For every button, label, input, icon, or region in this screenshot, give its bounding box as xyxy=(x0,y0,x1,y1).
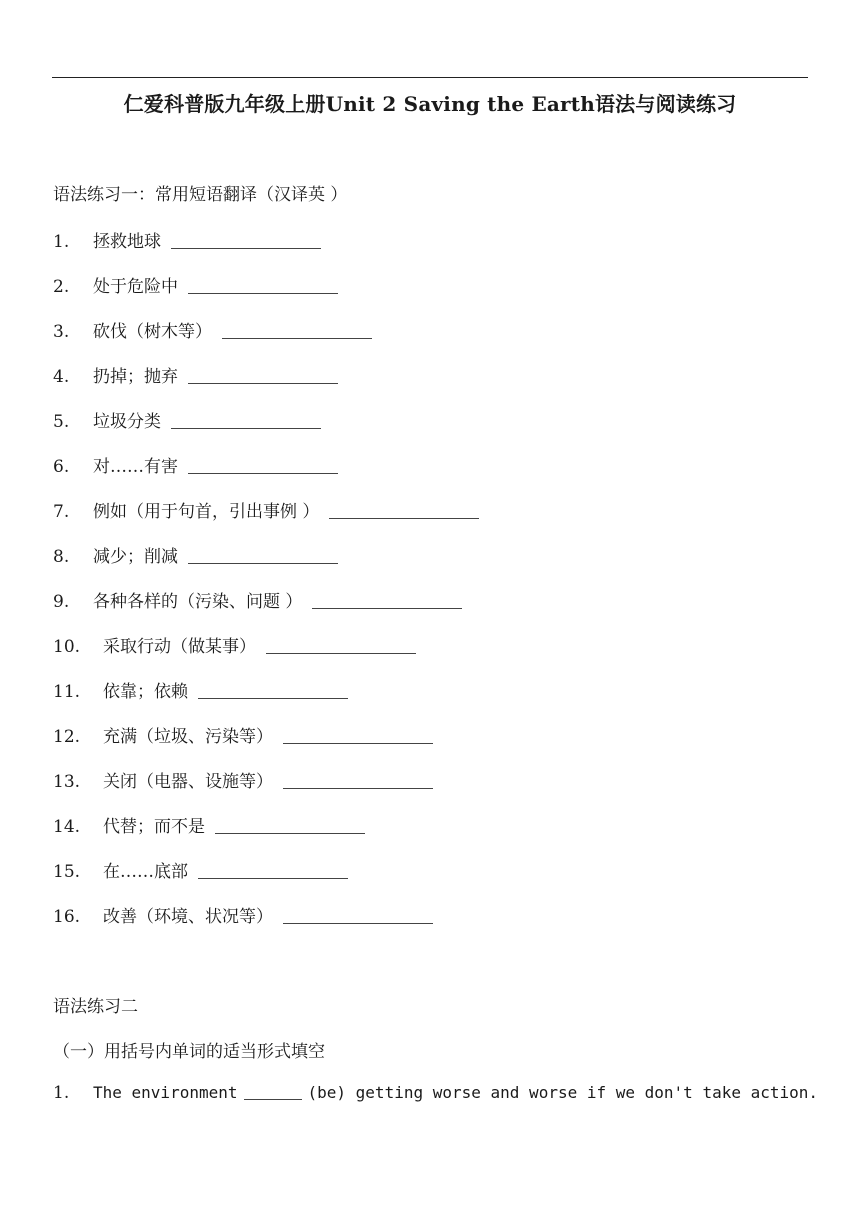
answer-blank[interactable] xyxy=(329,517,479,519)
list-item xyxy=(53,407,321,432)
item-number: 3. xyxy=(53,322,70,342)
answer-blank[interactable] xyxy=(222,337,372,339)
item-text: 拯救地球 xyxy=(93,232,161,252)
answer-blank[interactable] xyxy=(188,292,338,294)
item-text: 垃圾分类 xyxy=(93,412,161,432)
answer-blank[interactable] xyxy=(283,922,433,924)
item-number: 10. xyxy=(53,637,81,657)
list-item xyxy=(53,497,479,522)
item-text: 各种各样的（污染、问题 ） xyxy=(93,592,303,612)
document-title: 仁爱科普版九年级上册Unit 2 Saving the Earth语法与阅读练习 xyxy=(123,92,737,116)
top-rule xyxy=(52,77,808,78)
answer-blank[interactable] xyxy=(198,697,348,699)
list-item xyxy=(53,722,433,747)
answer-blank[interactable] xyxy=(312,607,462,609)
list-item xyxy=(53,632,416,657)
item-number: 1. xyxy=(53,232,70,252)
list-item xyxy=(53,857,348,882)
list-item xyxy=(53,902,433,927)
item-text: 减少；削减 xyxy=(93,547,178,567)
list-item xyxy=(53,452,338,477)
list-item xyxy=(53,542,338,567)
section1-heading: 语法练习一：常用短语翻译（汉译英 ） xyxy=(53,185,348,205)
item-text: 依靠；依赖 xyxy=(103,682,188,702)
list-item xyxy=(53,812,365,837)
item-text: 砍伐（树木等） xyxy=(93,322,212,342)
item-number: 11. xyxy=(53,682,81,702)
item-number: 15. xyxy=(53,862,81,882)
list-item xyxy=(53,587,462,612)
list-item xyxy=(53,677,348,702)
item-number: 16. xyxy=(53,907,81,927)
item-number: 5. xyxy=(53,412,70,432)
answer-blank[interactable] xyxy=(188,562,338,564)
item-text: 代替；而不是 xyxy=(103,817,205,837)
section2-heading: 语法练习二 xyxy=(53,997,138,1017)
sentence-before: The environment xyxy=(93,1083,238,1102)
answer-blank[interactable] xyxy=(188,472,338,474)
item-number: 4. xyxy=(53,367,70,387)
answer-blank[interactable] xyxy=(188,382,338,384)
item-text: 处于危险中 xyxy=(93,277,178,297)
section2-subheading: （一）用括号内单词的适当形式填空 xyxy=(53,1042,325,1062)
item-number: 7. xyxy=(53,502,70,522)
answer-blank[interactable] xyxy=(244,1098,302,1100)
answer-blank[interactable] xyxy=(283,742,433,744)
answer-blank[interactable] xyxy=(266,652,416,654)
item-number: 2. xyxy=(53,277,70,297)
answer-blank[interactable] xyxy=(215,832,365,834)
item-text: 扔掉；抛弃 xyxy=(93,367,178,387)
item-number: 9. xyxy=(53,592,70,612)
item-number: 14. xyxy=(53,817,81,837)
item-number: 13. xyxy=(53,772,81,792)
item-text: 对……有害 xyxy=(93,457,178,477)
sentence-number: 1. xyxy=(53,1083,70,1103)
answer-blank[interactable] xyxy=(171,247,321,249)
list-item xyxy=(53,272,338,297)
item-text: 在……底部 xyxy=(103,862,188,882)
item-text: 例如（用于句首，引出事例 ） xyxy=(93,502,320,522)
item-text: 改善（环境、状况等） xyxy=(103,907,273,927)
item-text: 采取行动（做某事） xyxy=(103,637,256,657)
item-number: 6. xyxy=(53,457,70,477)
answer-blank[interactable] xyxy=(171,427,321,429)
answer-blank[interactable] xyxy=(198,877,348,879)
list-item xyxy=(53,317,372,342)
item-text: 关闭（电器、设施等） xyxy=(103,772,273,792)
answer-blank[interactable] xyxy=(283,787,433,789)
list-item xyxy=(53,227,321,252)
list-item xyxy=(53,767,433,792)
exercise-sentence xyxy=(53,1083,818,1103)
item-text: 充满（垃圾、污染等） xyxy=(103,727,273,747)
list-item xyxy=(53,362,338,387)
item-number: 12. xyxy=(53,727,81,747)
sentence-after: (be) getting worse and worse if we don't take action. xyxy=(307,1083,819,1102)
item-number: 8. xyxy=(53,547,70,567)
